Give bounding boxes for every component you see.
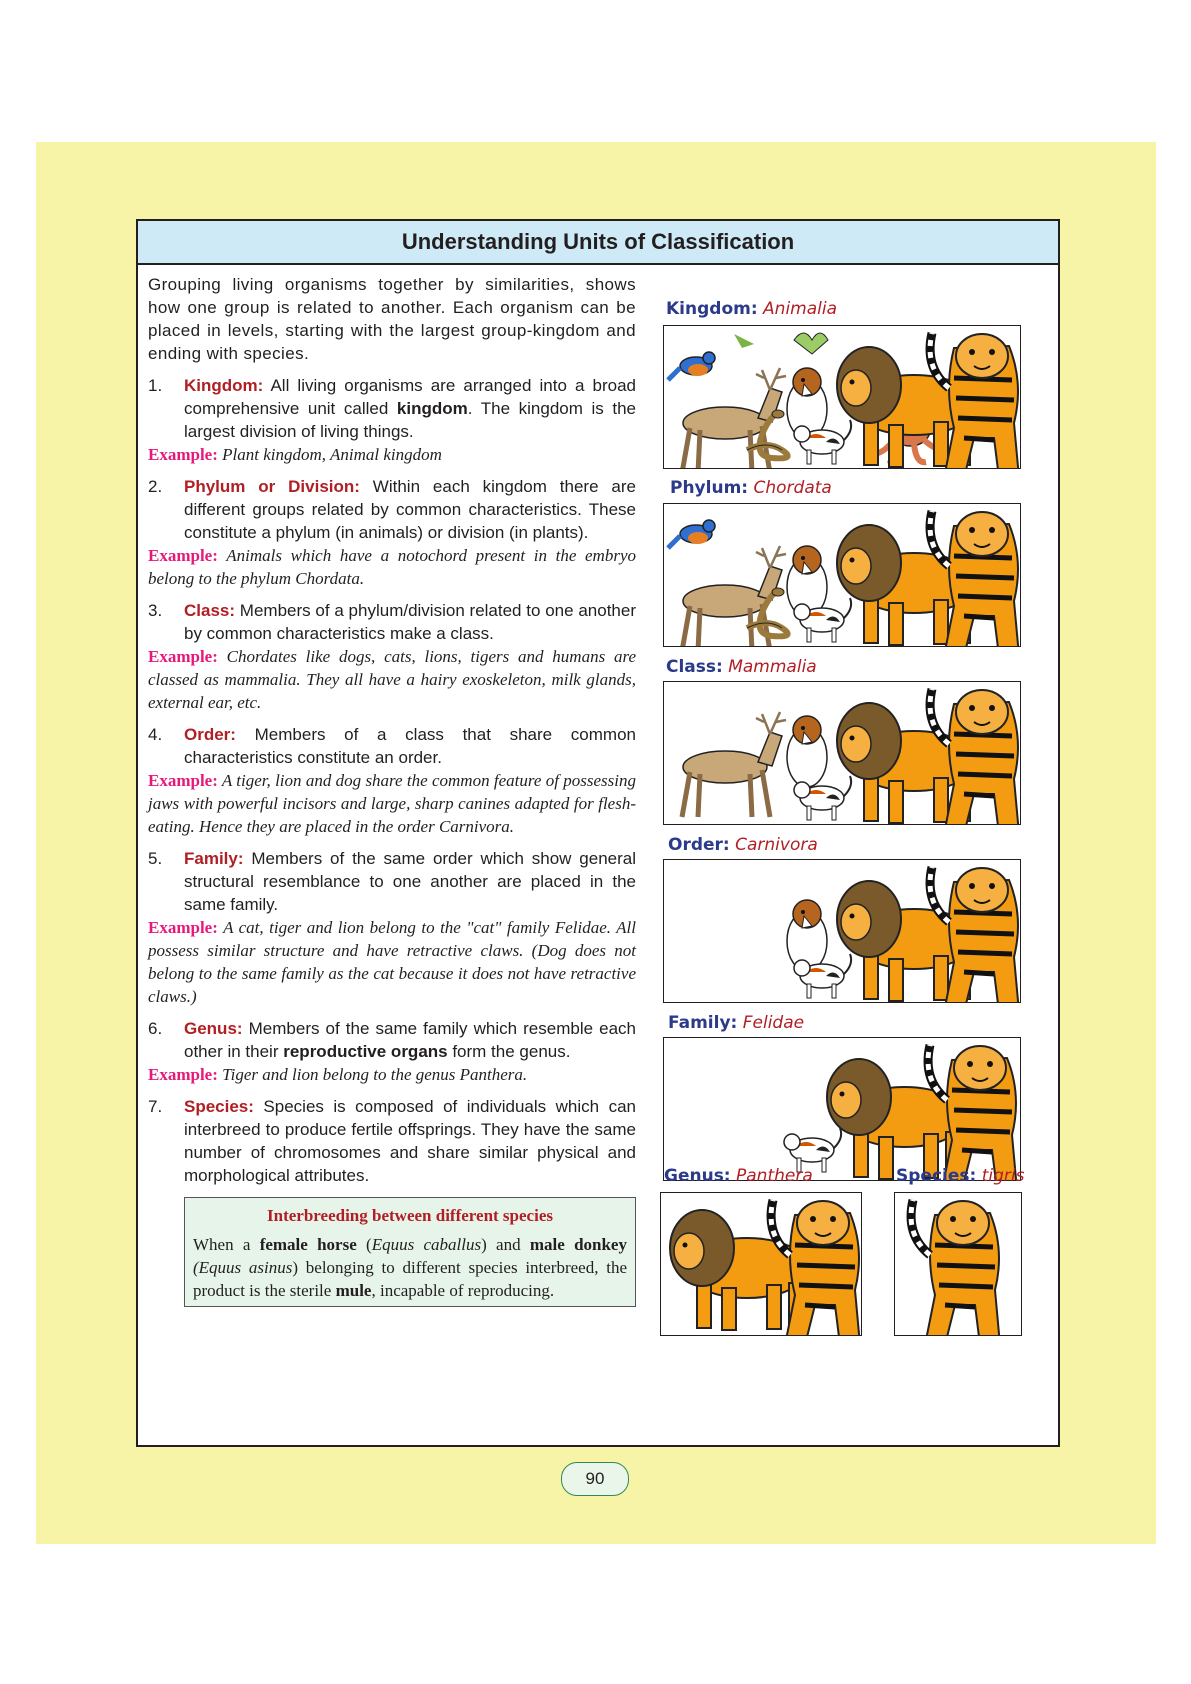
- bird-icon: [668, 520, 715, 548]
- kingdom-panel: [663, 325, 1021, 469]
- example-class: Example: Chordates like dogs, cats, lions, tigers and humans are classed as mammalia. They all have a hairy exoskeleton, milk glands, external ear, etc.: [148, 647, 636, 712]
- dog-icon: [787, 900, 827, 971]
- text-column: [148, 273, 636, 1307]
- example-kingdom: Example: Plant kingdom, Animal kingdom: [148, 445, 442, 464]
- box-heading: Understanding Units of Classification: [138, 221, 1058, 265]
- label-genus: Genus: Panthera: [664, 1166, 813, 1186]
- example-phylum: Example: Animals which have a notochord present in the embryo belong to the phylum Chordata.: [148, 546, 636, 588]
- tiger-icon: [911, 1200, 1000, 1336]
- dog-icon: [787, 716, 827, 787]
- example-genus: Example: Tiger and lion belong to the genus Panthera.: [148, 1065, 528, 1084]
- example-order: Example: A tiger, lion and dog share the common feature of possessing jaws with powerful incisors and large, sharp canines adapted for flesh-eating. Hence they are placed in the order Carnivora.: [148, 771, 636, 836]
- label-family: Family: Felidae: [668, 1013, 805, 1033]
- label-species: Species: tigris: [896, 1166, 1025, 1186]
- list-item-phylum: 2. Phylum or Division: Within each kingdom there are different groups related by common characteristics. These constitute a phylum (in animals) or division (in plants).: [148, 477, 636, 542]
- grasshopper-icon: [734, 334, 754, 348]
- bird-icon: [668, 352, 715, 380]
- butterfly-icon: [794, 333, 828, 354]
- example-family: Example: A cat, tiger and lion belong to the "cat" family Felidae. All possess similar structure and have retractive claws. (Dog does not belong to the same family as the cat because it does not have retractive claws.): [148, 918, 636, 1006]
- list-item-order: 4. Order: Members of a class that share common characteristics constitute an order.: [148, 725, 636, 767]
- order-panel: [663, 859, 1021, 1003]
- class-panel: [663, 681, 1021, 825]
- label-class: Class: Mammalia: [666, 657, 817, 677]
- interbreeding-note: [184, 1197, 636, 1307]
- note-title: Interbreeding between different species: [267, 1206, 553, 1225]
- label-order: Order: Carnivora: [668, 835, 818, 855]
- list-item-genus: 6. Genus: Members of the same family which resemble each other in their reproductive organs form the genus.: [148, 1019, 636, 1061]
- page-number: 90: [561, 1462, 629, 1496]
- intro-paragraph: Grouping living organisms together by similarities, shows how one group is related to another. Each organism can be placed in levels, starting with the largest group-kingdom and ending with species.: [148, 275, 636, 363]
- lion-icon: [670, 1210, 809, 1330]
- list-item-species: 7. Species: Species is composed of individuals which can interbreed to produce fertile offsprings. They have the same number of chromosomes and share similar physical and morphological attributes.: [148, 1097, 636, 1185]
- list-item-kingdom: 1. Kingdom: All living organisms are arranged into a broad comprehensive unit called kingdom. The kingdom is the largest division of living things.: [148, 376, 636, 441]
- species-panel: [894, 1192, 1022, 1336]
- lion-icon: [827, 1059, 966, 1179]
- list-item-class: 3. Class: Members of a phylum/division related to one another by common characteristics make a class.: [148, 601, 636, 643]
- genus-panel: [660, 1192, 862, 1336]
- deer-icon: [682, 712, 786, 817]
- cat-icon: [794, 776, 851, 820]
- label-kingdom: Kingdom: Animalia: [666, 299, 838, 319]
- classification-box: [136, 219, 1060, 1447]
- label-phylum: Phylum: Chordata: [670, 478, 832, 498]
- family-panel: [663, 1037, 1021, 1181]
- note-text: When a female horse (Equus caballus) and male donkey (Equus asinus) belonging to different species interbreed, the product is the sterile mule, incapable of reproducing.: [193, 1235, 627, 1300]
- phylum-panel: [663, 503, 1021, 647]
- list-item-family: 5. Family: Members of the same order which show general structural resemblance to one another are placed in the same family.: [148, 849, 636, 914]
